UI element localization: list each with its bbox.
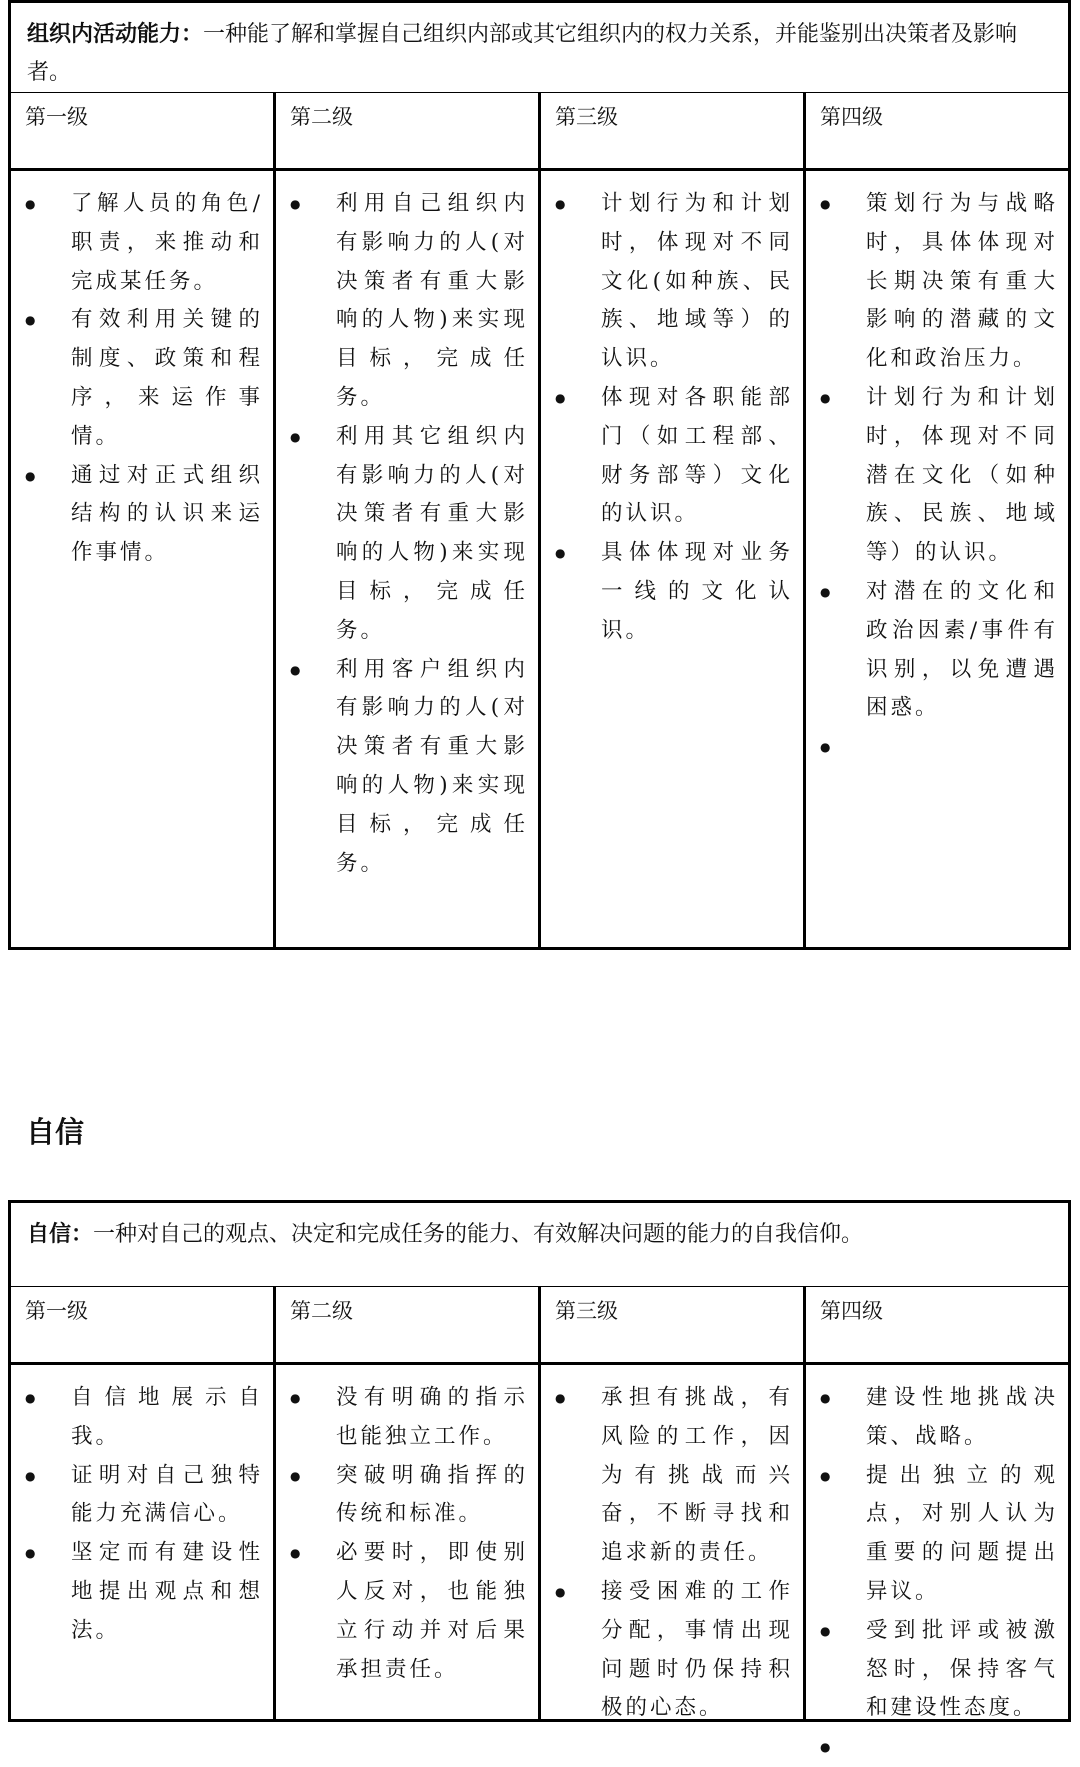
list-item: ● 策划行为与战略时，具体体现对长期决策有重大影响的潜藏的文化和政治压力。	[806, 185, 1058, 379]
list-item: ● 受到批评或被激怒时，保持客气和建设性态度。	[806, 1612, 1058, 1728]
list-item: ● 建设性地挑战决策、战略。	[806, 1379, 1058, 1457]
level-header: 第三级	[541, 1287, 803, 1365]
list-item: ● 具体体现对业务一线的文化认识。	[541, 534, 793, 650]
levels-grid	[11, 1287, 1068, 1719]
definition-row	[11, 3, 1068, 93]
list-item: ● 自信地展示自我。	[11, 1379, 263, 1457]
behavior-list	[806, 171, 1068, 767]
level-column-4	[803, 1287, 1068, 1719]
list-item-empty	[806, 1728, 1058, 1767]
behavior-list	[541, 171, 803, 651]
level-header: 第二级	[276, 1287, 538, 1365]
definition-text: 一种能了解和掌握自己组织内部或其它组织内的权力关系，并能鉴别出决策者及影响者。	[27, 22, 1018, 85]
definition-term: 组织内活动能力：	[27, 21, 204, 47]
list-item: ● 必要时，即使别人反对，也能独立行动并对后果承担责任。	[276, 1534, 528, 1689]
list-item: ● 提出独立的观点，对别人认为重要的问题提出异议。	[806, 1457, 1058, 1612]
list-item: ● 体现对各职能部门（如工程部、财务部等）文化的认识。	[541, 379, 793, 534]
level-column-1	[11, 1287, 273, 1719]
list-item: ● 计划行为和计划时，体现对不同潜在文化（如种族、民族、地域等）的认识。	[806, 379, 1058, 573]
behavior-list	[276, 1365, 538, 1689]
competency-table-organizational	[8, 0, 1071, 950]
list-item: ● 没有明确的指示也能独立工作。	[276, 1379, 528, 1457]
definition-row	[11, 1203, 1068, 1287]
list-item: ● 利用自己组织内有影响力的人(对决策者有重大影响的人物)来实现目标，完成任务。	[276, 185, 528, 418]
behavior-list	[806, 1365, 1068, 1767]
list-item: ● 利用其它组织内有影响力的人(对决策者有重大影响的人物)来实现目标，完成任务。	[276, 418, 528, 651]
list-item: ● 对潜在的文化和政治因素/事件有识别，以免遭遇困惑。	[806, 573, 1058, 728]
level-column-2	[273, 1287, 538, 1719]
list-item: ● 利用客户组织内有影响力的人(对决策者有重大影响的人物)来实现目标，完成任务。	[276, 651, 528, 884]
section-title: 自信	[26, 1115, 85, 1149]
behavior-list	[276, 171, 538, 883]
list-item: ● 坚定而有建设性地提出观点和想法。	[11, 1534, 263, 1650]
list-item: ● 证明对自己独特能力充满信心。	[11, 1457, 263, 1535]
level-header: 第一级	[11, 1287, 273, 1365]
levels-grid	[11, 93, 1068, 947]
level-column-1	[11, 93, 273, 947]
level-column-2	[273, 93, 538, 947]
behavior-list	[11, 1365, 273, 1651]
level-header: 第二级	[276, 93, 538, 171]
list-item: ● 突破明确指挥的传统和标准。	[276, 1457, 528, 1535]
competency-table-self-confidence	[8, 1200, 1071, 1722]
behavior-list	[11, 171, 273, 573]
level-column-3	[538, 93, 803, 947]
list-item: ● 了解人员的角色/职责，来推动和完成某任务。	[11, 185, 263, 301]
level-header: 第四级	[806, 1287, 1068, 1365]
list-item: ● 接受困难的工作分配，事情出现问题时仍保持积极的心态。	[541, 1573, 793, 1728]
behavior-list	[541, 1365, 803, 1728]
list-item-empty	[806, 728, 1058, 767]
level-header: 第四级	[806, 93, 1068, 171]
level-header: 第三级	[541, 93, 803, 171]
list-item: ● 通过对正式组织结构的认识来运作事情。	[11, 457, 263, 573]
list-item: ● 有效利用关键的制度、政策和程序，来运作事情。	[11, 301, 263, 456]
level-header: 第一级	[11, 93, 273, 171]
definition-text: 一种对自己的观点、决定和完成任务的能力、有效解决问题的能力的自我信仰。	[93, 1222, 864, 1247]
list-item: ● 计划行为和计划时，体现对不同文化(如种族、民族、地域等）的认识。	[541, 185, 793, 379]
list-item: ● 承担有挑战，有风险的工作，因为有挑战而兴奋，不断寻找和追求新的责任。	[541, 1379, 793, 1573]
level-column-4	[803, 93, 1068, 947]
definition-term: 自信：	[27, 1221, 94, 1247]
level-column-3	[538, 1287, 803, 1719]
